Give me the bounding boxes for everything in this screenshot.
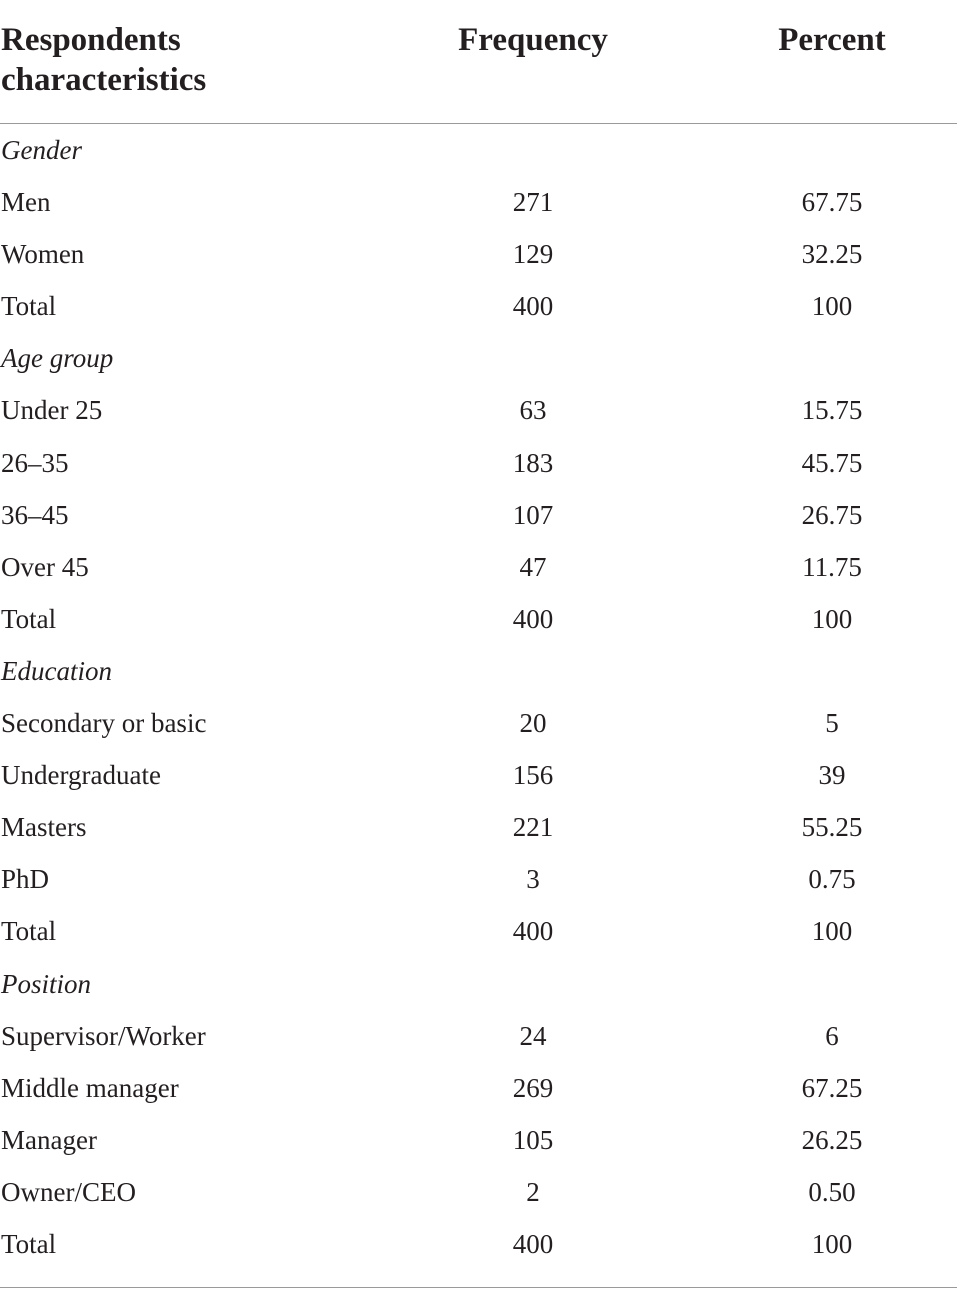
header-percent: Percent: [778, 22, 886, 58]
frequency-cell: 400: [512, 916, 554, 947]
percent-cell: 39: [818, 760, 846, 791]
frequency-cell: 3: [526, 864, 540, 895]
table-row: [0, 749, 957, 801]
percent-cell: 67.75: [801, 187, 863, 218]
row-label: Owner/CEO: [1, 1176, 136, 1207]
table-row: [0, 1062, 957, 1114]
table-row: [0, 437, 957, 489]
section-label: Age group: [1, 343, 114, 374]
frequency-cell: 107: [512, 499, 554, 530]
row-label: Masters: [1, 812, 87, 843]
percent-cell: 26.75: [801, 499, 863, 530]
percent-cell: 5: [825, 708, 839, 739]
section-heading-row: [0, 645, 957, 697]
row-label: 26–35: [1, 447, 69, 478]
row-label: Total: [1, 916, 57, 947]
frequency-cell: 400: [512, 291, 554, 322]
section-label: Education: [1, 655, 112, 686]
frequency-cell: 400: [512, 1228, 554, 1259]
section-label: Position: [1, 968, 92, 999]
row-label: Undergraduate: [1, 760, 161, 791]
percent-cell: 26.25: [801, 1124, 863, 1155]
table-row: [0, 489, 957, 541]
table-row: [0, 1166, 957, 1218]
frequency-cell: 221: [512, 812, 554, 843]
table-row: [0, 1010, 957, 1062]
frequency-cell: 20: [519, 708, 547, 739]
row-label: Over 45: [1, 551, 89, 582]
frequency-cell: 156: [512, 760, 554, 791]
table-row: [0, 176, 957, 228]
table-row: [0, 853, 957, 905]
row-label: Supervisor/Worker: [1, 1020, 206, 1051]
table-row: [0, 1114, 957, 1166]
row-label: 36–45: [1, 499, 69, 530]
header-characteristics: Respondents characteristics: [1, 22, 207, 98]
row-label: Secondary or basic: [1, 708, 207, 739]
row-label: PhD: [1, 864, 50, 895]
table-row: [0, 228, 957, 280]
frequency-cell: 24: [519, 1020, 547, 1051]
percent-cell: 0.75: [808, 864, 856, 895]
table-row: [0, 697, 957, 749]
row-label: Manager: [1, 1124, 97, 1155]
table-header: [0, 0, 957, 124]
percent-cell: 100: [811, 1228, 853, 1259]
section-label: Gender: [1, 135, 82, 165]
frequency-cell: 105: [512, 1124, 554, 1155]
frequency-cell: 129: [512, 239, 554, 270]
section-heading-row: [0, 332, 957, 384]
percent-cell: 100: [811, 916, 853, 947]
header-frequency: Frequency: [458, 22, 608, 58]
table-row: [0, 384, 957, 436]
percent-cell: 11.75: [802, 551, 862, 582]
row-label: Women: [1, 239, 85, 270]
row-label: Middle manager: [1, 1072, 179, 1103]
bottom-rule: [0, 1287, 957, 1288]
table-row: [0, 905, 957, 957]
frequency-cell: 63: [519, 395, 547, 426]
section-heading-row: [0, 958, 957, 1010]
frequency-cell: 2: [526, 1176, 540, 1207]
percent-cell: 6: [825, 1020, 839, 1051]
percent-cell: 32.25: [801, 239, 863, 270]
percent-cell: 67.25: [801, 1072, 863, 1103]
frequency-cell: 269: [512, 1072, 554, 1103]
table-row: [0, 1218, 957, 1270]
row-label: Men: [1, 187, 51, 218]
table-row: [0, 593, 957, 645]
table-row: [0, 541, 957, 593]
row-label: Under 25: [1, 395, 103, 426]
frequency-cell: 47: [519, 551, 547, 582]
table-row: [0, 280, 957, 332]
table-body: [0, 124, 957, 1270]
row-label: Total: [1, 603, 57, 634]
percent-cell: 100: [811, 291, 853, 322]
table-row: [0, 801, 957, 853]
frequency-cell: 183: [512, 447, 554, 478]
percent-cell: 0.50: [808, 1176, 856, 1207]
section-heading-row: [0, 124, 957, 176]
frequency-cell: 400: [512, 603, 554, 634]
percent-cell: 100: [811, 603, 853, 634]
frequency-cell: 271: [512, 187, 554, 218]
percent-cell: 15.75: [801, 395, 863, 426]
row-label: Total: [1, 1228, 57, 1259]
percent-cell: 55.25: [801, 812, 863, 843]
percent-cell: 45.75: [801, 447, 863, 478]
row-label: Total: [1, 291, 57, 322]
